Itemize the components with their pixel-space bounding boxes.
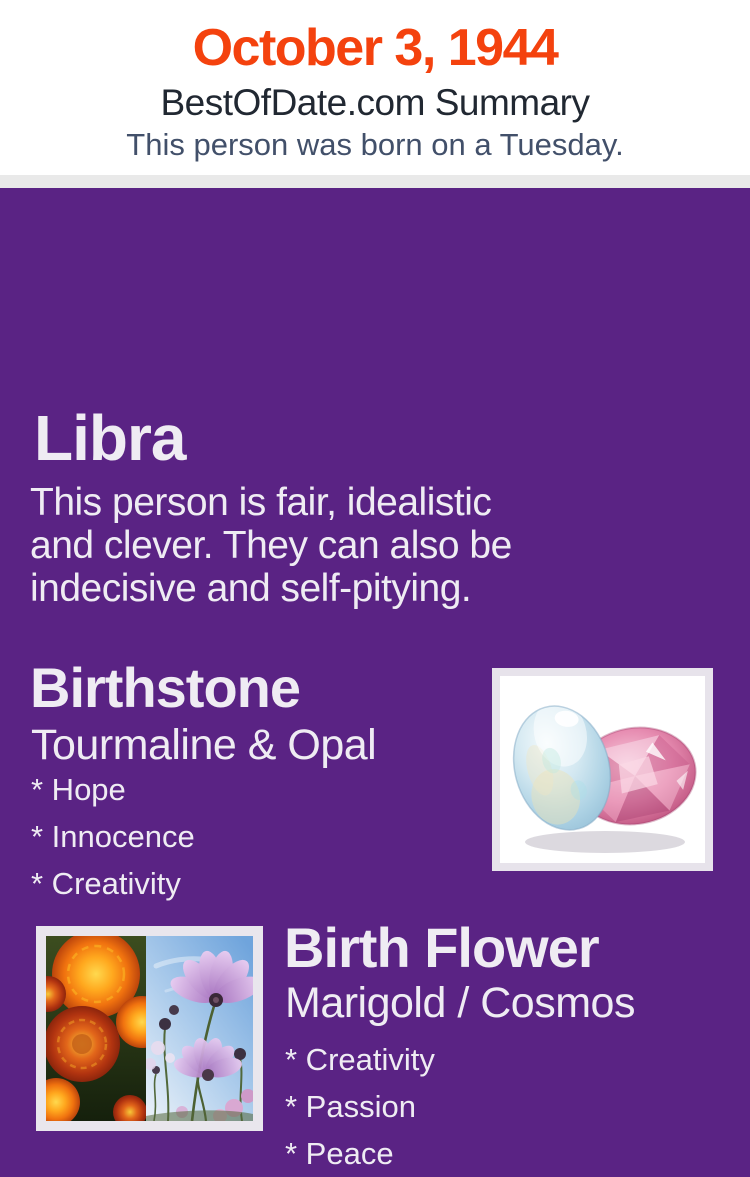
trait-item: * Creativity [285, 1042, 435, 1077]
site-summary-title: BestOfDate.com Summary [160, 82, 590, 123]
date-title: October 3, 1944 [192, 19, 558, 77]
birthstone-image [492, 668, 713, 871]
header [0, 0, 750, 175]
opal-and-tourmaline-illustration [500, 676, 705, 863]
marigold-and-cosmos-illustration [46, 936, 253, 1121]
zodiac-description-line: and clever. They can also be [30, 524, 512, 567]
zodiac-sign-heading: Libra [34, 402, 186, 474]
birthstone-names: Tourmaline & Opal [31, 721, 377, 769]
birth-flower-heading: Birth Flower [284, 916, 599, 979]
zodiac-description-line: This person is fair, idealistic [30, 481, 492, 524]
born-on-weekday-text: This person was born on a Tuesday. [126, 127, 624, 162]
trait-item: * Creativity [31, 866, 181, 901]
zodiac-description-line: indecisive and self-pitying. [30, 567, 472, 610]
trait-item: * Hope [31, 772, 126, 807]
birth-flower-names: Marigold / Cosmos [285, 979, 635, 1027]
details-section [0, 188, 750, 1171]
birthstone-trait-list [31, 766, 195, 907]
trait-item: * Passion [285, 1089, 416, 1124]
birth-flower-trait-list [285, 1036, 435, 1177]
zodiac-description [30, 481, 512, 610]
birth-flower-image [36, 926, 263, 1131]
trait-item: * Peace [285, 1136, 394, 1171]
birthstone-heading: Birthstone [30, 656, 300, 719]
divider-strip [0, 175, 750, 188]
trait-item: * Innocence [31, 819, 195, 854]
